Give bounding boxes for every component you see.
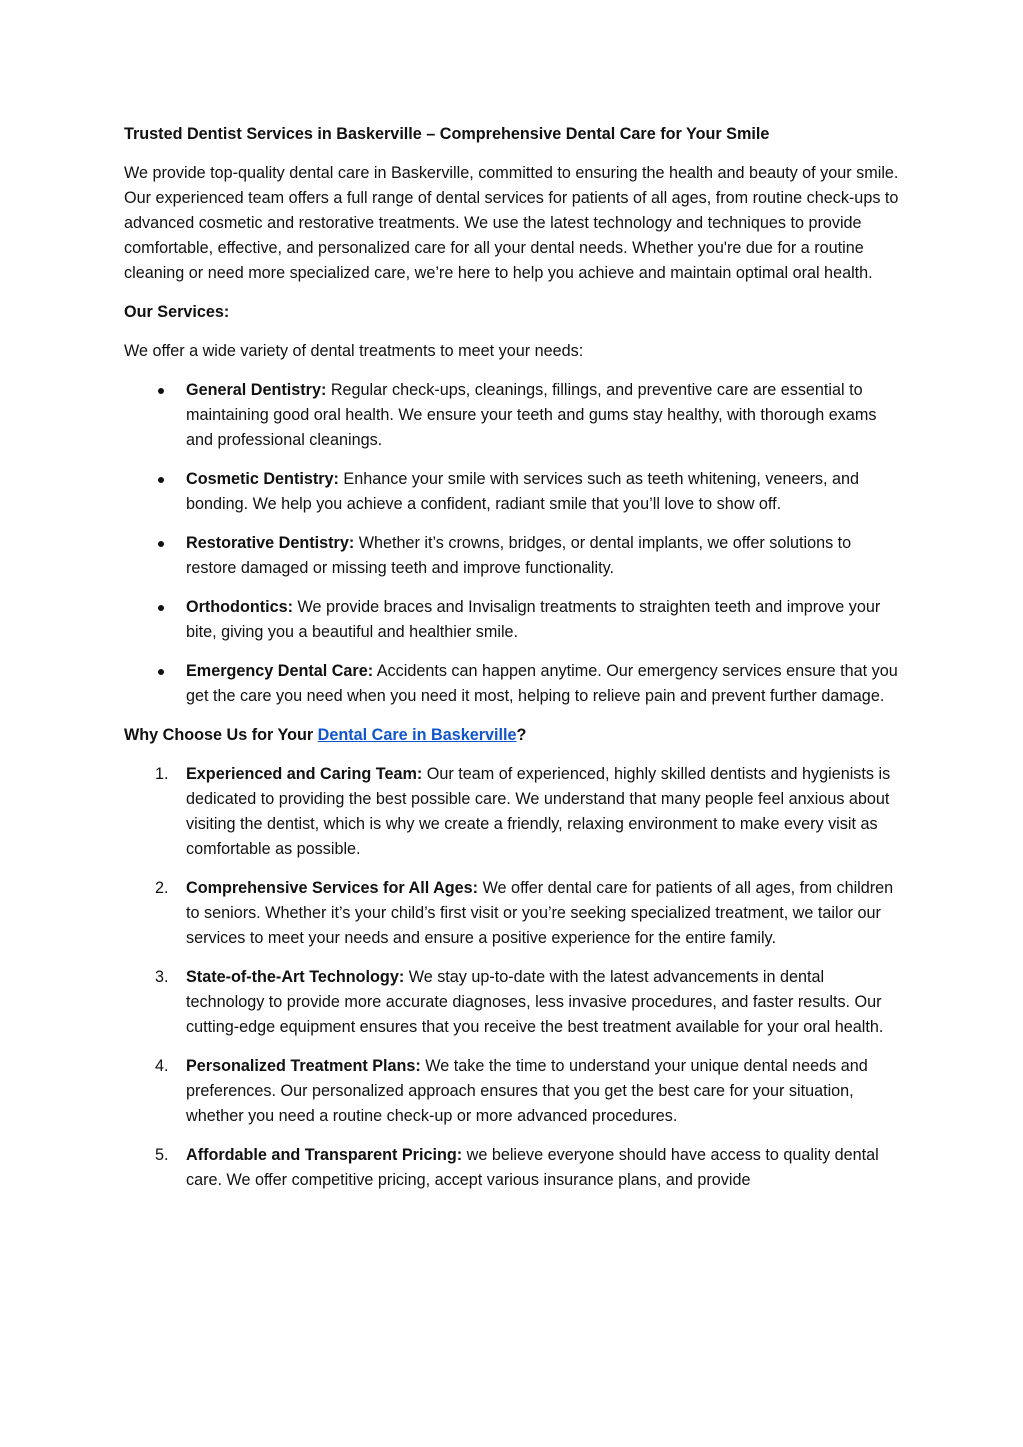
reason-title: Comprehensive Services for All Ages:: [186, 879, 479, 897]
list-item: [124, 531, 904, 581]
services-heading: Our Services:: [124, 303, 230, 321]
bullet-icon: [158, 605, 164, 611]
dental-care-link[interactable]: Dental Care in Baskerville: [317, 726, 517, 744]
service-title: Restorative Dentistry:: [186, 534, 355, 552]
list-item: [124, 876, 904, 951]
bullet-icon: [158, 388, 164, 394]
reasons-list: [124, 762, 904, 1193]
reason-title: Affordable and Transparent Pricing:: [186, 1146, 463, 1164]
reason-text: we believe everyone should have access to quality dental care. We offer competitive pricing, accept various insurance plans, and provide: [186, 1146, 879, 1189]
reason-title: Experienced and Caring Team:: [186, 765, 423, 783]
service-title: General Dentistry:: [186, 381, 327, 399]
document-title: Trusted Dentist Services in Baskerville – Comprehensive Dental Care for Your Smile: [124, 125, 770, 143]
service-text: Accidents can happen anytime. Our emergency services ensure that you get the care you need when you need it most, helping to relieve pain and prevent further damage.: [186, 662, 898, 705]
list-item: [124, 1054, 904, 1129]
bullet-icon: [158, 541, 164, 547]
reason-text: We offer dental care for patients of all ages, from children to seniors. Whether it’s your child’s first visit or you’re seeking specialized treatment, we tailor our services to meet your needs and ensure a positive experience for the entire family.: [186, 879, 894, 947]
reason-text: Our team of experienced, highly skilled dentists and hygienists is dedicated to providing the best possible care. We understand that many people feel anxious about visiting the dentist, which is why we create a friendly, relaxing environment to make every visit as comfortable as possible.: [186, 765, 891, 858]
list-item: [124, 762, 904, 862]
services-lead: We offer a wide variety of dental treatments to meet your needs:: [124, 342, 584, 360]
item-number: 2.: [155, 879, 169, 897]
document-page: [124, 122, 904, 1207]
service-text: Regular check-ups, cleanings, fillings, and preventive care are essential to maintaining good oral health. We ensure your teeth and gums stay healthy, with thorough exams and professional cleanings.: [186, 381, 877, 449]
why-heading: [124, 723, 904, 748]
list-item: [124, 467, 904, 517]
service-title: Emergency Dental Care:: [186, 662, 374, 680]
list-item: [124, 595, 904, 645]
item-number: 4.: [155, 1057, 169, 1075]
services-list: [124, 378, 904, 709]
item-number: 1.: [155, 765, 169, 783]
list-item: [124, 378, 904, 453]
reason-title: Personalized Treatment Plans:: [186, 1057, 421, 1075]
bullet-icon: [158, 477, 164, 483]
bullet-icon: [158, 669, 164, 675]
service-title: Orthodontics:: [186, 598, 294, 616]
reason-text: We take the time to understand your unique dental needs and preferences. Our personalized approach ensures that you get the best care for your situation, whether you need a routine check-up or more advanced procedures.: [186, 1057, 868, 1125]
service-text: We provide braces and Invisalign treatments to straighten teeth and improve your bite, giving you a beautiful and healthier smile.: [186, 598, 881, 641]
item-number: 3.: [155, 968, 169, 986]
intro-paragraph: We provide top-quality dental care in Baskerville, committed to ensuring the health and beauty of your smile. Our experienced team offers a full range of dental services for patients of all ages, from routine check-ups to advanced cosmetic and restorative treatments. We use the latest technology and techniques to provide comfortable, effective, and personalized care for all your dental needs. Whether you're due for a routine cleaning or need more specialized care, we’re here to help you achieve and maintain optimal oral health.: [124, 164, 899, 282]
item-number: 5.: [155, 1146, 169, 1164]
why-heading-suffix: ?: [516, 726, 527, 744]
service-text: Whether it’s crowns, bridges, or dental implants, we offer solutions to restore damaged or missing teeth and improve functionality.: [186, 534, 852, 577]
service-title: Cosmetic Dentistry:: [186, 470, 339, 488]
list-item: [124, 1143, 904, 1193]
reason-title: State-of-the-Art Technology:: [186, 968, 405, 986]
list-item: [124, 965, 904, 1040]
reason-text: We stay up-to-date with the latest advancements in dental technology to provide more accurate diagnoses, less invasive procedures, and faster results. Our cutting-edge equipment ensures that you receive the best treatment available for your oral health.: [186, 968, 884, 1036]
why-heading-prefix: Why Choose Us for Your: [124, 726, 318, 744]
service-text: Enhance your smile with services such as teeth whitening, veneers, and bonding. We help you achieve a confident, radiant smile that you’ll love to show off.: [186, 470, 859, 513]
list-item: [124, 659, 904, 709]
